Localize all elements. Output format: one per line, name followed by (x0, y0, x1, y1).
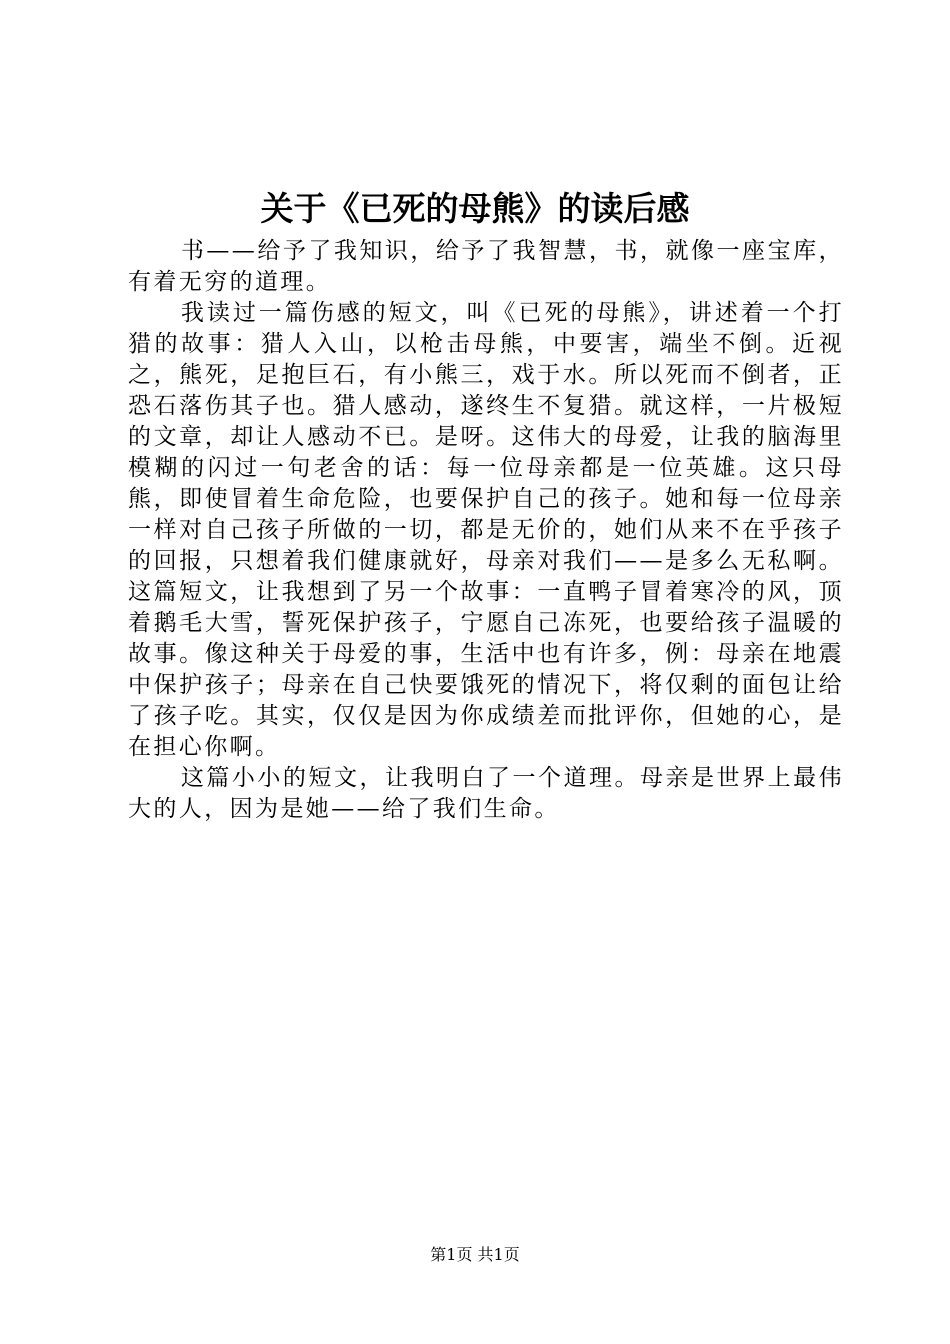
document-body (128, 236, 844, 825)
document-title: 关于《已死的母熊》的读后感 (260, 189, 690, 228)
paragraph-story: 我读过一篇伤感的短文，叫《已死的母熊》，讲述着一个打猎的故事：猎人入山，以枪击母熊，中要害，端坐不倒。近视之，熊死，足抱巨石，有小熊三，戏于水。所以死而不倒者，正恐石落伤其子也。猎人感动，遂终生不复猎。就这样，一片极短的文章，却让人感动不已。是呀。这伟大的母爱，让我的脑海里模糊的闪过一句老舍的话：每一位母亲都是一位英雄。这只母熊，即使冒着生命危险，也要保护自己的孩子。她和每一位母亲一样对自己孩子所做的一切，都是无价的，她们从来不在乎孩子的回报，只想着我们健康就好，母亲对我们——是多么无私啊。这篇短文，让我想到了另一个故事：一直鸭子冒着寒冷的风，顶着鹅毛大雪，誓死保护孩子，宁愿自己冻死，也要给孩子温暖的故事。像这种关于母爱的事，生活中也有许多，例：母亲在地震中保护孩子；母亲在自己快要饿死的情况下，将仅剩的面包让给了孩子吃。其实，仅仅是因为你成绩差而批评你，但她的心，是在担心你啊。 (128, 300, 844, 760)
paragraph-intro: 书——给予了我知识，给予了我智慧，书，就像一座宝库，有着无穷的道理。 (128, 238, 844, 295)
paragraph-conclusion: 这篇小小的短文，让我明白了一个道理。母亲是世界上最伟大的人，因为是她——给了我们生命。 (128, 765, 844, 822)
page-number-footer: 第1页 共1页 (430, 1245, 520, 1264)
